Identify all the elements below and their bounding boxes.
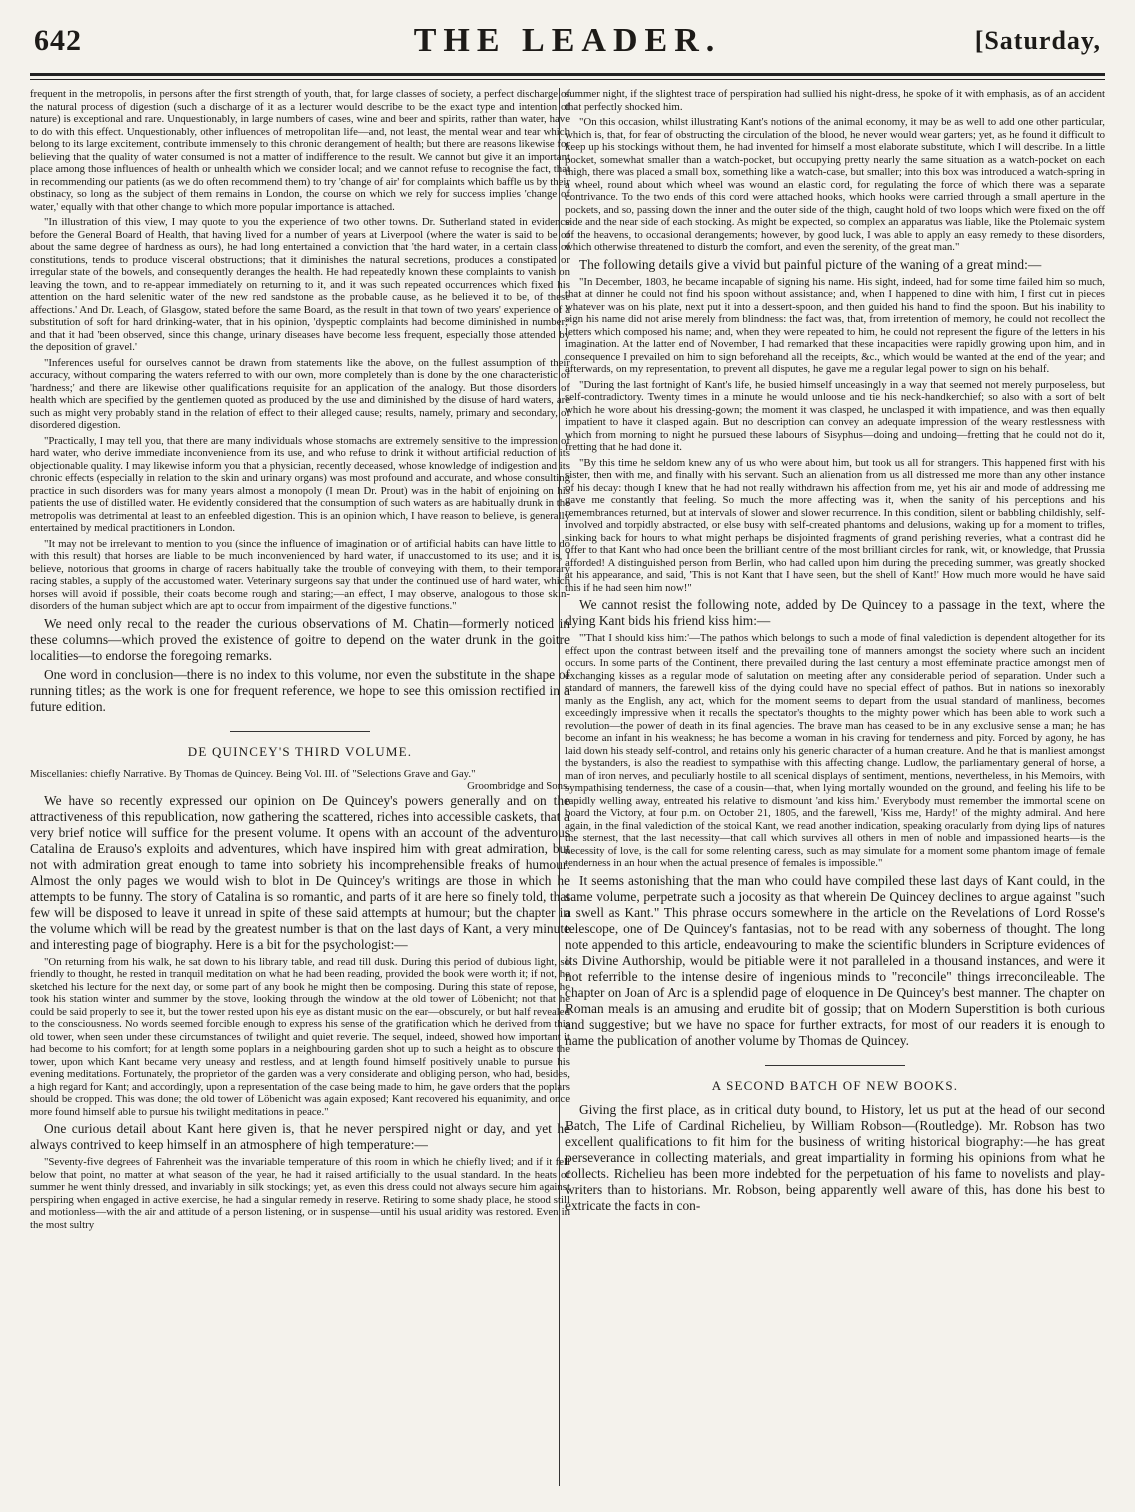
review-heading: DE QUINCEY'S THIRD VOLUME. xyxy=(187,743,413,759)
article-paragraph: One curious detail about Kant here given is, that he never perspired night or day, and yet he always contrived to keep himself in an atmosphere of high temperature:— xyxy=(30,1121,570,1152)
quoted-paragraph: "Practically, I may tell you, that there are many individuals whose stomachs are extremely sensitive to the impression of hard water, who derive immediate inconvenience from its use, and who refuse to drink it without artificial reduction of its objectionable quality. I may likewise inform you that a physician, recently deceased, whose knowledge of indigestion and its chronic effects (especially in relation to the skin and urinary organs) was most profound and accurate, and whose consulting practice in such disorders was for many years almost a monopoly (I mean Dr. Prout) was in the habit of enjoining on his patients the use of distilled water. He evidently considered that the consumption of such waters as are habitually drunk in the metropolis was detrimental at least to an enfeebled digestion. This is an opinion which, I have reason to believe, is generally entertained by medical practitioners in London. xyxy=(30,434,570,534)
section-separator xyxy=(765,1065,905,1066)
quoted-paragraph: "During the last fortnight of Kant's life, he busied himself unceasingly in a way that seemed not merely purposeless, but self-contradictory. Twenty times in a minute he would unloose and tie his neck-handkerchief; so also with a sort of belt which he wore about his dressing-gown; the moment it was clasped, he unclasped it with impatience, and was then equally impatient to have it clasped again. But no description can convey an adequate impression of the weary restlessness with which from morning to night he pursued these labours of Sisyphus—doing and undoing—fretting that he could not do it, fretting that he had done it. xyxy=(565,378,1105,453)
quoted-paragraph: summer night, if the slightest trace of perspiration had sullied his night-dress, he spoke of it with emphasis, as of an accident that perfectly shocked him. xyxy=(565,88,1105,113)
article-paragraph: We cannot resist the following note, added by De Quincey to a passage in the text, where the dying Kant bids his friend kiss him:— xyxy=(565,597,1105,628)
footnote-paragraph: "'That I should kiss him:'—The pathos which belongs to such a mode of final valediction is dependent altogether for its effect upon the contrast between itself and the prevailing tone of manners amongst the society where such an incident occurs. In some parts of the Continent, there prevailed during the last century a most effeminate practice amongst men of exchanging kisses as a regular mode of salutation on meeting after any considerable period of separation. Under such a standard of manners, the farewell kiss of the dying could have no special effect of pathos. But in nations so inexorably manly as the English, any act, which for the moment seems to depart from the usual standard of manliness, becomes exceedingly impressive when it recalls the spectator's thoughts to the mighty power which has been able to work such a revolution—the power of death in its final agencies. The brave man has ceased to be in any exclusive sense a man; he has become an infant in his weakness; he has become a woman in his craving for tenderness and pity. Forced by agony, he has laid down his steady self-control, and retains only his generic character of a human creature. And he that is manliest amongst the bystanders, is also the readiest to sympathise with this affecting change. Ludlow, the parliamentary general of horse, a man of iron nerves, and peculiarly hostile to all scenical displays of sentiment, mentions, nevertheless, in his Memoirs, with sympathising tenderness, the case of a cousin—that, when lying mortally wounded on the ground, and feeling his life to be rapidly welling away, entreated his relative to dismount 'and kiss him.' Everybody must remember the immortal scene on board the Victory, at four p.m. on October 21, 1805, and the farewell, 'Kiss me, Hardy!' of the mighty admiral. And here again, in the final valediction of the stoical Kant, we read another indication, speaking oracularly from dying lips of natures the sternest, that the last necessity—that call which survives all others in men of noble and impassioned hearts—is the necessity of love, is the call for some relenting caress, such as may simulate for a moment some phantom image of female tenderness in an hour when the actual presence of females is impossible." xyxy=(565,632,1105,869)
article-paragraph: One word in conclusion—there is no index to this volume, nor even the substitute in the shape of running titles; as the work is one for frequent reference, we hope to see this omission rectified in a future edition. xyxy=(30,666,570,714)
header-rule-thick xyxy=(30,73,1105,76)
masthead-title: THE LEADER. xyxy=(413,22,722,59)
article-paragraph: It seems astonishing that the man who could have compiled these last days of Kant could, in the same volume, perpetrate such a jocosity as that wherein De Quincey declines to argue against "such a swell as Kant." This phrase occurs somewhere in the article on the Revelations of Lord Rosse's telescope, one of De Quincey's fantasias, not to be read with any soberness of thought. The long note appended to this article, endeavouring to make the scientific blunders in Scripture evidences of its Divine Authorship, would be pitiable were it not paralleled in a thousand instances, and were it not referrible to the intense desire of ingenious minds to "reconcile" things irreconcileable. The chapter on Joan of Arc is a splendid page of eloquence in De Quincey's best manner. The chapter on Roman meals is an amusing and erudite bit of gossip; that on Modern Superstition is both curious and suggestive; but we have no space for further extracts, for most of our readers it is enough to name the publication of another volume by Thomas de Quincey. xyxy=(565,872,1105,1048)
quoted-paragraph: "Inferences useful for ourselves cannot be drawn from statements like the above, on the fullest assumption of their accuracy, without comparing the waters referred to with our own, more completely than is done by the one characteristic of 'hardness;' and there are likewise other qualifications requisite for an application of the analogy. But those disorders of health which are specified by the gentlemen quoted as produced by the use and diminished by the disuse of hard waters, are such as might very probably stand in the relation of effect to their alleged cause; results, namely, primary and secondary, of disordered digestion. xyxy=(30,356,570,431)
quoted-paragraph: "Seventy-five degrees of Fahrenheit was the invariable temperature of this room in which he chiefly lived; and if it fell below that point, no matter at what season of the year, he had it raised artificially to the usual standard. In the heats of summer he went thinly dressed, and invariably in silk stockings; yet, as even this dress could not always secure him against perspiring when engaged in active exercise, he had a singular remedy in reserve. Retiring to some shady place, he stood still and motionless—with the air and attitude of a person listening, or in suspense—until his usual aridity was restored. Even in the most sultry xyxy=(30,1156,570,1231)
article-paragraph: We need only recal to the reader the curious observations of M. Chatin—formerly noticed in these columns—which proved the existence of goitre to depend on the water drunk in the goitre localities—to endorse the foregoing remarks. xyxy=(30,615,570,663)
article-paragraph: Giving the first place, as in critical duty bound, to History, let us put at the head of our second Batch, The Life of Cardinal Richelieu, by William Robson—(Routledge). Mr. Robson has two excellent qualifications to fit him for the business of writing historical biography:—he has great perseverance in collecting materials, and great impartiality in forming his opinions from what he collects. Richelieu has been more indebted for the perpetuation of his fame to novelists and play-writers than to historians. Mr. Robson, being apparently well aware of this, has done his best to extricate the facts in con- xyxy=(565,1101,1105,1213)
citation-publisher: Groombridge and Sons. xyxy=(467,780,570,792)
quoted-paragraph: "By this time he seldom knew any of us who were about him, but took us all for strangers. This happened first with his sister, then with me, and finally with his servant. Such an alienation from us all distressed me more than any other instance of his decay: though I knew that he had not really withdrawn his affection from me, yet his air and mode of addressing me gave me constantly that feeling. So much the more affecting was it, when the sanity of his perceptions and his remembrances returned, but at intervals of slower and slower recurrence. In this condition, silent or babbling childishly, self-involved and torpidly abstracted, or else busy with self-created phantoms and delusions, waking up for a moment to trifles, sinking back for hours to what might perhaps be disjointed fragments of grand perishing reveries, what a contrast did he offer to that Kant who had once been the brilliant centre of the most brilliant circles for rank, wit, or knowledge, that Prussia afforded! A distinguished person from Berlin, who had called upon him during the preceding summer, was greatly shocked at his appearance, and said, 'This is not Kant that I have seen, but the shell of Kant!' How much more would he have said this if he had seen him now!" xyxy=(565,456,1105,594)
quoted-paragraph: "On returning from his walk, he sat down to his library table, and read till dusk. During this period of dubious light, so friendly to thought, he rested in tranquil meditation on what he had been reading, provided the book were worth it; if not, he sketched his lecture for the next day, or some part of any book he might then be composing. During this state of repose, he took his station winter and summer by the stove, looking through the window at the old tower of Löbenicht; not that he could be said properly to see it, but the tower rested upon his eye as distant music on the ear—obscurely, or but half revealed to the consciousness. No words seemed forcible enough to express his sense of the gratification which he derived from this old tower, when seen under these circumstances of twilight and quiet reverie. The sequel, indeed, showed how important it had become to his comfort; for at length some poplars in a neighbouring garden shot up to such a height as to obscure the tower, upon which Kant became very uneasy and restless, and at length found himself positively unable to pursue his evening meditations. Fortunately, the proprietor of the garden was a very considerate and obliging person, who had, besides, a high regard for Kant; and accordingly, upon a representation of the case being made to him, he gave orders that the poplars should be cropped. This was done; the old tower of Löbenicht was again exposed; Kant recovered his equanimity, and once more found himself able to pursue his twilight meditations in peace." xyxy=(30,955,570,1118)
section-separator xyxy=(230,731,370,732)
issue-day: [Saturday, xyxy=(974,26,1101,55)
article-paragraph: We have so recently expressed our opinion on De Quincey's powers generally and on the attractiveness of this republication, now gathering the scattered, riches into accessible caskets, that a very brief notice will suffice for the present volume. It opens with an account of the adventurous Catalina de Erauso's exploits and adventures, which have inspired him with great admiration, but not with admiration great enough to tame into sobriety his incomprehensible freaks of humour. Almost the only pages we would wish to blot in De Quincey's writings are those in which he attempts to be funny. The story of Catalina is so romantic, and parts of it are here so finely told, that few will be disposed to leave it unread in spite of these said attempts at humour; but the chapter in the volume which will be read by the greatest number is that on the last days of Kant, a very minute and interesting page of biography. Here is a bit for the psychologist:— xyxy=(30,792,570,952)
page-number: 642 xyxy=(34,24,82,57)
quoted-paragraph: "It may not be irrelevant to mention to you (since the influence of imagination or of artificial habits can have little to do with this result) that horses are liable to be much inconvenienced by hard water, if unaccustomed to its use; and it is, I believe, notorious that grooms in charge of racers habitually take the trouble of conveying with them, to their temporary racing stables, a supply of the accustomed water. Veterinary surgeons say that under the continued use of hard water, which horses will avoid if possible, their coats become rough and staring;—an effect, I may observe, analogous to those skin-disorders of the human subject which are apt to occur from impairment of the digestive functions." xyxy=(30,537,570,612)
book-citation xyxy=(30,768,570,793)
review-heading: A SECOND BATCH OF NEW BOOKS. xyxy=(711,1077,959,1093)
quoted-paragraph: "In illustration of this view, I may quote to you the experience of two other towns. Dr. Sutherland stated in evidence before the General Board of Health, that having lived for a number of years at Liverpool (where the water is said to be of about the same degree of hardness as ours), he had long entertained a conviction that 'the hard water, in a certain class of constitutions, tends to produce visceral obstructions; that it diminishes the natural secretions, produces a constipated or irregular state of the bowels, and consequently deranges the health. He had repeatedly known these complaints to vanish on leaving the town, and to re-appear immediately on returning to it, and it was such repeated occurrences which fixed his attention on the hard selenitic water of the new red sandstone as the probable cause, as he believed it to be, of these affections.' And Dr. Leach, of Glasgow, stated before the same Board, as the result in that town of two years' experience of a substitution of soft for hard drinking-water, that in his opinion, 'dyspeptic complaints had become diminished in number;' and that it had 'been observed, since this change, urinary diseases have become less frequent, especially those attended by the deposition of gravel.' xyxy=(30,216,570,353)
quoted-paragraph: "In December, 1803, he became incapable of signing his name. His sight, indeed, had for some time failed him so much, that at dinner he could not find his spoon without assistance; and, when I happened to dine with him, I first cut in pieces whatever was on his plate, next put it into a dessert-spoon, and then guided his hand to find the spoon. But his inability to sign his name did not arise merely from blindness: the fact was, that, from irretention of memory, he could not recollect the letters which composed his name; and, when they were repeated to him, he could not represent the figure of the letters in his imagination. At the latter end of November, I had remarked that these incapacities were rapidly growing upon him, and in consequence I prevailed on him to sign beforehand all the receipts, &c., which would be wanted at the end of the year; and afterwards, on my representation, to prevent all disputes, he gave me a regular legal power to sign on his behalf. xyxy=(565,275,1105,375)
article-paragraph: The following details give a vivid but painful picture of the waning of a great mind:— xyxy=(579,256,1042,272)
page-header xyxy=(30,20,1105,72)
header-rule-thin xyxy=(30,79,1105,80)
article-paragraph: frequent in the metropolis, in persons after the first strength of youth, that, for large classes of society, a perfect discharge of the natural process of digestion (such a discharge of it as a lecturer would describe to be the exact type and intention of nature) is exceptional and rare. Unquestionably, in large numbers of cases, wine and beer and spirits, rather than water, have to do with this effect. Unquestionably, other influences of metropolitan life—and, not least, the mental wear and tear which belong to its large excitement, contribute immensely to this chronic derangement of health; but there are reasons likewise for believing that the quality of water consumed is not a matter of indifference to the result. We cannot but give it an important place among those influences of health or unhealth which we consider local; and we cannot refuse to recognise the fact, that in recommending our patients (as we do often recommend them) to try 'change of air' for complaints which baffle us by their obstinacy, so long as the subject of them remains in London, the course on which we rely for success implies 'change of water,' equally with that other change to which more popular importance is attached. xyxy=(30,88,570,213)
left-column xyxy=(30,88,570,1488)
citation-title: Miscellanies: chiefly Narrative. By Thomas de Quincey. Being Vol. III. of "Selections Grave and Gay." xyxy=(30,767,476,780)
quoted-paragraph: "On this occasion, whilst illustrating Kant's notions of the animal economy, it may be as well to add one other particular, which is, that, for fear of obstructing the circulation of the blood, he never would wear garters; yet, as he found it difficult to keep up his stockings without them, he had invented for himself a most elaborate substitute, which I will describe. In a little pocket, somewhat smaller than a watch-pocket, but occupying pretty nearly the same situation as a watch-pocket on each thigh, there was placed a small box, something like a watch-case, but smaller; into this box was introduced a watch-spring in a wheel, round about which wheel was wound an elastic cord, for regulating the force of which there was a separate contrivance. To the two ends of this cord were attached hooks, which hooks were carried through a small aperture in the pockets, and so, passing down the inner and the outer side of the thigh, caught hold of two loops which were fixed on the off side and the near side of each stocking. As might be expected, so complex an apparatus was liable, like the Ptolemaic system of the heavens, to occasional derangements; however, by good luck, I was able to apply an easy remedy to these disorders, which otherwise threatened to disturb the comfort, and even the serenity, of the great man." xyxy=(565,116,1105,253)
right-column xyxy=(565,88,1105,1488)
